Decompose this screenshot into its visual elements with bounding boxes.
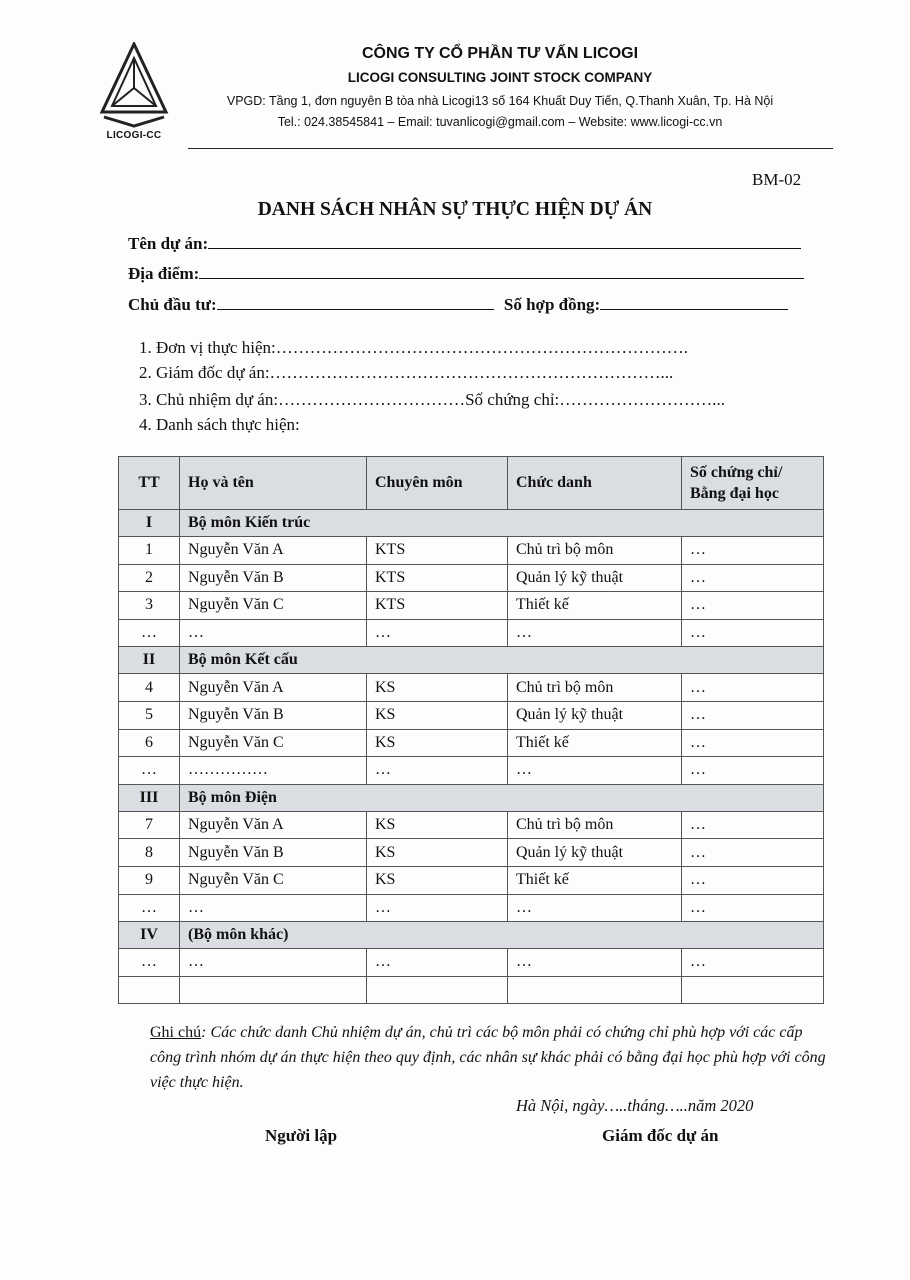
cell-spec <box>367 976 508 1004</box>
table-row <box>119 674 824 702</box>
table-row <box>119 537 824 565</box>
cell-role: … <box>508 757 682 785</box>
group-row <box>119 510 824 537</box>
field-contract-line[interactable] <box>600 293 788 310</box>
field-contract-label: Số hợp đồng: <box>503 295 601 314</box>
group-number: I <box>119 510 180 537</box>
cell-name: Nguyễn Văn C <box>180 592 367 620</box>
cell-role: Chủ trì bộ môn <box>508 811 682 839</box>
cell-tt: … <box>119 757 180 785</box>
table-row <box>119 592 824 620</box>
cell-spec: … <box>367 949 508 977</box>
field-project-name-label: Tên dự án: <box>128 234 209 253</box>
cell-tt: 9 <box>119 866 180 894</box>
group-row <box>119 922 824 949</box>
field-investor <box>128 293 788 315</box>
cell-tt: 4 <box>119 674 180 702</box>
group-row <box>119 784 824 811</box>
cell-cert: … <box>682 619 824 647</box>
cell-cert: … <box>682 701 824 729</box>
cell-cert: … <box>682 592 824 620</box>
cell-role: Quản lý kỹ thuật <box>508 701 682 729</box>
cell-spec: KS <box>367 811 508 839</box>
cell-tt <box>119 976 180 1004</box>
company-address: VPGD: Tầng 1, đơn nguyên B tòa nhà Licogi13 số 164 Khuất Duy Tiến, Q.Thanh Xuân, Tp. Hà Nội <box>226 94 774 108</box>
cell-role: Chủ trì bộ môn <box>508 674 682 702</box>
cell-cert: … <box>682 839 824 867</box>
cell-tt: 8 <box>119 839 180 867</box>
cell-cert: … <box>682 949 824 977</box>
table-row <box>119 976 824 1004</box>
cell-spec: … <box>367 894 508 922</box>
cell-role: Thiết kế <box>508 729 682 757</box>
field-investor-line[interactable] <box>217 293 494 310</box>
table-row <box>119 866 824 894</box>
cell-spec: … <box>367 619 508 647</box>
table-row <box>119 701 824 729</box>
cell-cert: … <box>682 537 824 565</box>
group-number: III <box>119 784 180 811</box>
cell-tt: 5 <box>119 701 180 729</box>
cell-cert: … <box>682 674 824 702</box>
item-unit: 1. Đơn vị thực hiện:………………………………………………………………. <box>139 338 688 357</box>
cell-tt: 3 <box>119 592 180 620</box>
field-location-line[interactable] <box>199 262 804 279</box>
cell-name: …………… <box>180 757 367 785</box>
cell-role: Quản lý kỹ thuật <box>508 564 682 592</box>
cell-role: Chủ trì bộ môn <box>508 537 682 565</box>
cell-role: … <box>508 949 682 977</box>
cell-cert: … <box>682 729 824 757</box>
header-role: Chức danh <box>508 457 682 510</box>
header-name: Họ và tên <box>180 457 367 510</box>
note <box>150 1020 826 1095</box>
company-contact: Tel.: 024.38545841 – Email: tuvanlicogi@gmail.com – Website: www.licogi-cc.vn <box>277 115 723 129</box>
table-row <box>119 949 824 977</box>
cell-role: … <box>508 894 682 922</box>
cell-name: … <box>180 894 367 922</box>
group-number: II <box>119 647 180 674</box>
cell-role <box>508 976 682 1004</box>
note-label: Ghi chú <box>150 1024 202 1041</box>
cell-role: Thiết kế <box>508 592 682 620</box>
header-cert-line1: Số chứng chỉ/ <box>690 464 783 481</box>
cell-tt: … <box>119 619 180 647</box>
header-cert <box>682 457 824 510</box>
group-row <box>119 647 824 674</box>
group-name: Bộ môn Điện <box>180 784 824 811</box>
field-location <box>128 262 804 284</box>
cell-cert <box>682 976 824 1004</box>
cell-name <box>180 976 367 1004</box>
cell-spec: KS <box>367 701 508 729</box>
cell-name: Nguyễn Văn C <box>180 729 367 757</box>
field-investor-label: Chủ đầu tư: <box>128 295 217 314</box>
cell-name: … <box>180 949 367 977</box>
licogi-triangle-logo-icon <box>98 42 170 128</box>
company-name-vn: CÔNG TY CỔ PHẦN TƯ VẤN LICOGI <box>361 45 639 62</box>
cell-spec: KTS <box>367 564 508 592</box>
cell-name: Nguyễn Văn A <box>180 811 367 839</box>
cell-role: Thiết kế <box>508 866 682 894</box>
cell-name: … <box>180 619 367 647</box>
field-project-name <box>128 232 801 254</box>
cell-spec: KS <box>367 866 508 894</box>
cell-name: Nguyễn Văn B <box>180 564 367 592</box>
field-location-label: Địa điểm: <box>128 264 200 283</box>
cell-spec: KS <box>367 729 508 757</box>
cell-name: Nguyễn Văn C <box>180 866 367 894</box>
table-header-row <box>119 457 824 510</box>
group-number: IV <box>119 922 180 949</box>
logo-text: LICOGI-CC <box>106 130 162 141</box>
company-name-en: LICOGI CONSULTING JOINT STOCK COMPANY <box>347 70 653 85</box>
cell-tt: … <box>119 949 180 977</box>
cell-cert: … <box>682 894 824 922</box>
cell-tt: 1 <box>119 537 180 565</box>
cell-spec: … <box>367 757 508 785</box>
cell-role: Quản lý kỹ thuật <box>508 839 682 867</box>
item-director: 2. Giám đốc dự án:……………………………………………………………... <box>139 363 674 382</box>
cell-cert: … <box>682 564 824 592</box>
cell-spec: KS <box>367 674 508 702</box>
header-tt: TT <box>119 457 180 510</box>
table-row <box>119 619 824 647</box>
header-divider <box>188 148 833 149</box>
cell-cert: … <box>682 866 824 894</box>
cell-role: … <box>508 619 682 647</box>
group-name: (Bộ môn khác) <box>180 922 824 949</box>
cell-name: Nguyễn Văn A <box>180 674 367 702</box>
cell-spec: KS <box>367 839 508 867</box>
signature-creator: Người lập <box>265 1126 338 1145</box>
cell-cert: … <box>682 757 824 785</box>
item-list: 4. Danh sách thực hiện: <box>139 415 300 434</box>
table-row <box>119 564 824 592</box>
form-code: BM-02 <box>752 170 802 189</box>
company-logo <box>98 42 170 142</box>
cell-cert: … <box>682 811 824 839</box>
group-name: Bộ môn Kiến trúc <box>180 510 824 537</box>
cell-spec: KTS <box>367 592 508 620</box>
signature-director: Giám đốc dự án <box>602 1126 719 1145</box>
table-row <box>119 811 824 839</box>
cell-name: Nguyễn Văn B <box>180 839 367 867</box>
table-row <box>119 729 824 757</box>
cell-tt: … <box>119 894 180 922</box>
cell-tt: 7 <box>119 811 180 839</box>
cell-spec: KTS <box>367 537 508 565</box>
cell-name: Nguyễn Văn A <box>180 537 367 565</box>
cell-tt: 2 <box>119 564 180 592</box>
cell-name: Nguyễn Văn B <box>180 701 367 729</box>
item-manager: 3. Chủ nhiệm dự án:……………………………Số chứng chỉ:………………………... <box>139 390 726 409</box>
table-row <box>119 757 824 785</box>
note-text: : Các chức danh Chủ nhiệm dự án, chủ trì các bộ môn phải có chứng chỉ phù hợp với các cấp công trình nhóm dự án thực hiện theo quy định, các nhân sự khác phải có bằng đại học phù hợp với công việc thực hiện. <box>150 1024 826 1091</box>
staff-table <box>118 456 824 1004</box>
header-spec: Chuyên môn <box>367 457 508 510</box>
table-row <box>119 894 824 922</box>
staff-table-body <box>119 510 824 1004</box>
cell-tt: 6 <box>119 729 180 757</box>
place-date: Hà Nội, ngày…..tháng…..năm 2020 <box>516 1096 754 1115</box>
document-title: DANH SÁCH NHÂN SỰ THỰC HIỆN DỰ ÁN <box>257 199 653 220</box>
table-row <box>119 839 824 867</box>
header-cert-line2: Bằng đại học <box>690 485 779 502</box>
group-name: Bộ môn Kết cấu <box>180 647 824 674</box>
field-project-name-line[interactable] <box>208 232 801 249</box>
